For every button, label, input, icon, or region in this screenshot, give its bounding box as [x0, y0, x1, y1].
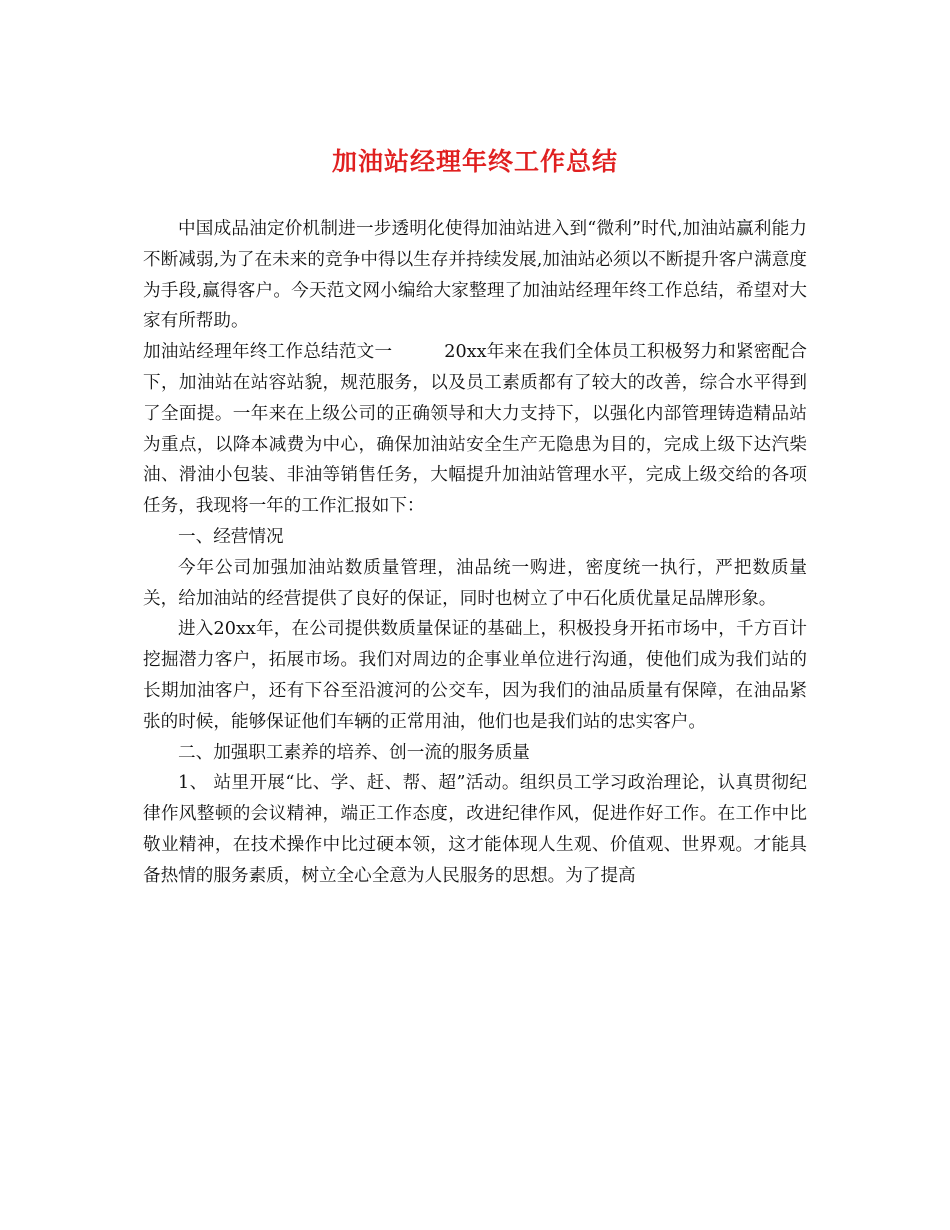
section2-heading: 二、加强职工素养的培养、创一流的服务质量 [178, 742, 530, 763]
section2-paragraph-1: 1、 站里开展“比、学、赶、帮、超”活动。组织员工学习政治理论，认真贯彻纪律作风整顿的会议精神，端正工作态度，改进纪律作风，促进作好工作。在工作中比敬业精神，在技术操作中比过硬本领，这才能体现人生观、价值观、世界观。才能具备热情的服务素质，树立全心全意为人民服务的思想。为了提高 [143, 773, 807, 886]
sample-label: 加油站经理年终工作总结范文一 [143, 342, 393, 363]
intro-paragraph: 中国成品油定价机制进一步透明化使得加油站进入到“微利”时代,加油站赢利能力不断减弱,为了在未来的竞争中得以生存并持续发展,加油站必须以不断提升客户满意度为手段,赢得客户。今天范文网小编给大家整理了加油站经理年终工作总结，希望对大家有所帮助。 [143, 219, 807, 332]
section1-paragraph-1: 今年公司加强加油站数质量管理，油品统一购进，密度统一执行，严把数质量关，给加油站的经营提供了良好的保证，同时也树立了中石化质优量足品牌形象。 [143, 557, 807, 609]
section1-paragraph-2: 进入20xx年，在公司提供数质量保证的基础上，积极投身开拓市场中，千方百计挖掘潜力客户，拓展市场。我们对周边的企事业单位进行沟通，使他们成为我们站的长期加油客户，还有下谷至沿渡河的公交车，因为我们的油品质量有保障，在油品紧张的时候，能够保证他们车辆的正常用油，他们也是我们站的忠实客户。 [143, 619, 807, 732]
sample-paragraph [143, 337, 807, 522]
document-body [143, 214, 807, 892]
section1-heading: 一、经营情况 [178, 526, 284, 547]
document-title: 加油站经理年终工作总结 [331, 147, 618, 176]
sample-body: 20xx年来在我们全体员工积极努力和紧密配合下，加油站在站容站貌，规范服务，以及员工素质都有了较大的改善，综合水平得到了全面提。一年来在上级公司的正确领导和大力支持下，以强化内部管理铸造精品站为重点，以降本减费为中心，确保加油站安全生产无隐患为目的，完成上级下达汽柴油、滑油小包装、非油等销售任务，大幅提升加油站管理水平，完成上级交给的各项任务，我现将一年的工作汇报如下： [143, 342, 807, 517]
